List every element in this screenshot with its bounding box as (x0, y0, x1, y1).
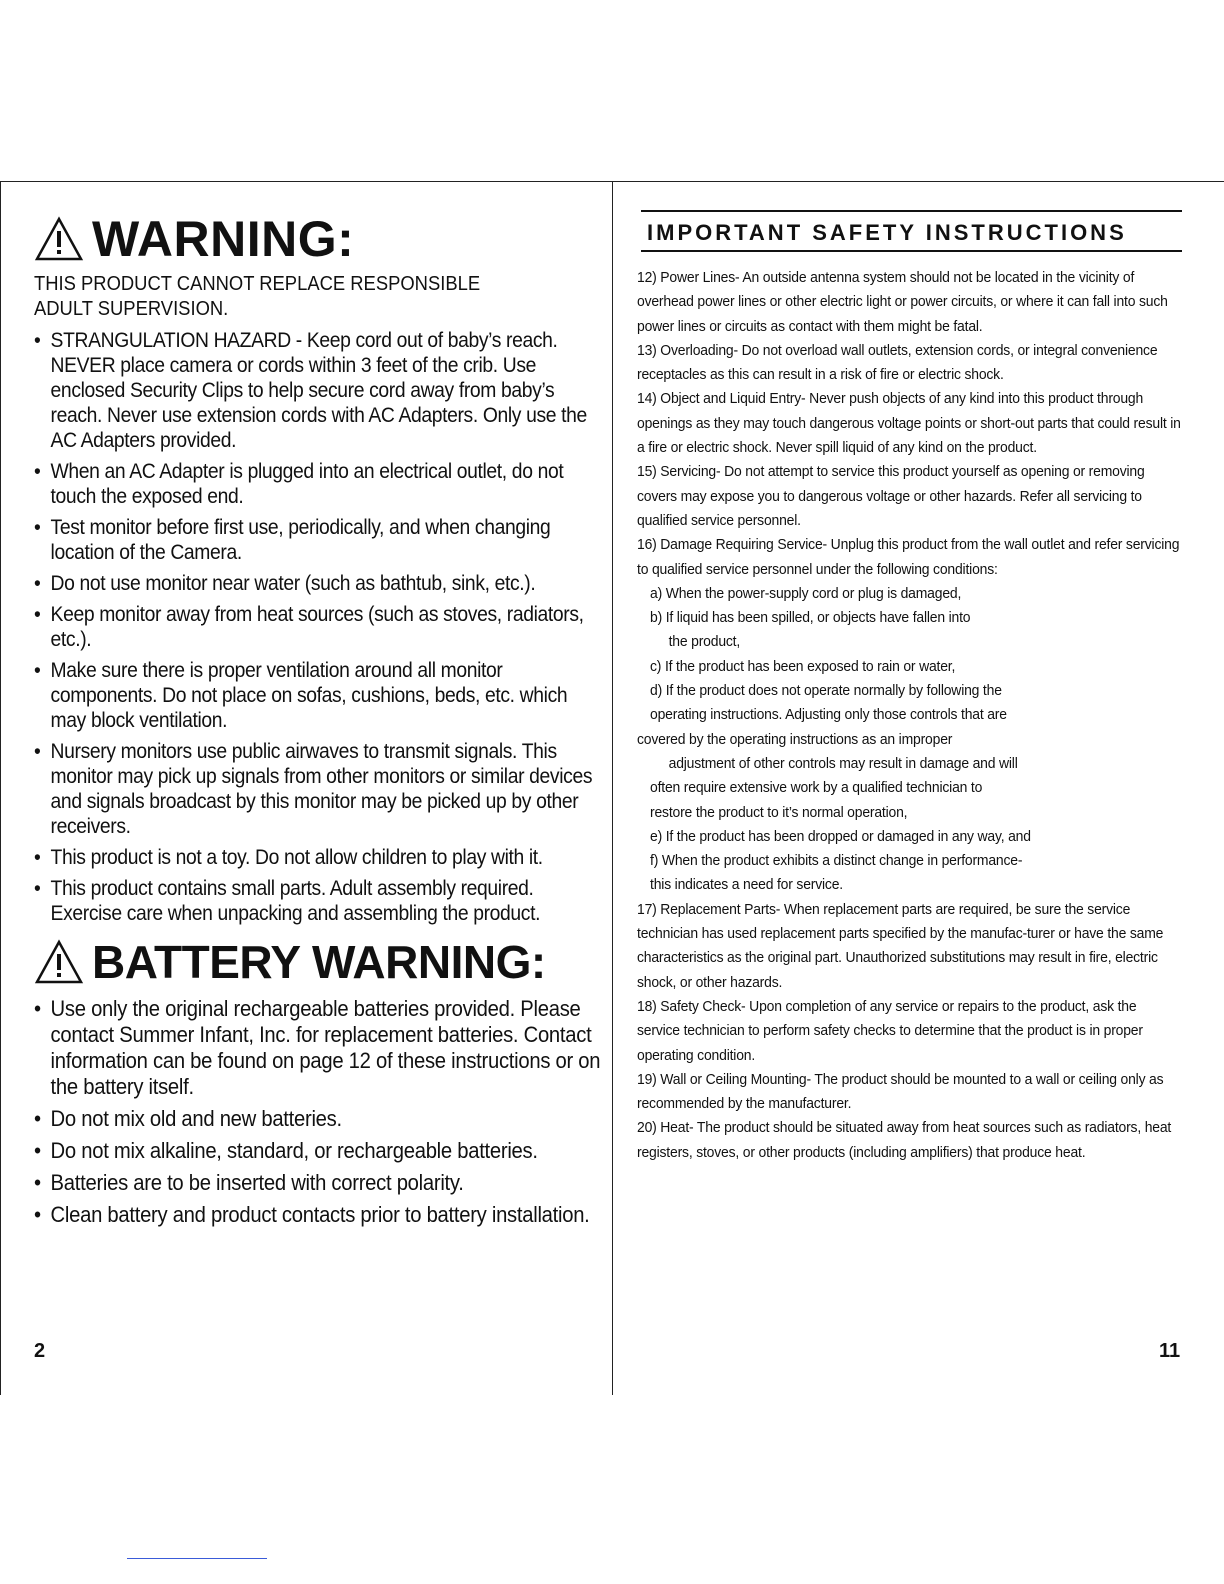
instruction-subitem: operating instructions. Adjusting only those controls that are (650, 706, 1007, 724)
supervision-line-2: ADULT SUPERVISION. (34, 298, 229, 320)
instruction-subitem: covered by the operating instructions as an improper (637, 730, 953, 748)
instruction-item: 12) Power Lines- An outside antenna system should not be located in the vicinity of overhead power lines or other electric light or power circuits, or where it can fall into such power lines or circuits as contact with them might be fatal. (637, 269, 1168, 335)
warning-item: • Keep monitor away from heat sources (such as stoves, radiators, etc.). (34, 602, 603, 652)
warning-item: • Nursery monitors use public airwaves to transmit signals. This monitor may pick up signals from other monitors or similar devices and signals broadcast by this monitor may be picked up by other receivers. (34, 739, 603, 839)
warning-item: • When an AC Adapter is plugged into an electrical outlet, do not touch the exposed end. (34, 459, 603, 509)
instruction-subitem: c) If the product has been exposed to rain or water, (650, 657, 956, 675)
page-number-left: 2 (34, 1340, 46, 1362)
instruction-item: 19) Wall or Ceiling Mounting- The product should be mounted to a wall or ceiling only as recommended by the manufacturer. (637, 1070, 1164, 1113)
warning-heading (34, 210, 594, 268)
safety-instructions-list (637, 266, 1182, 1165)
instruction-subitem: f) When the product exhibits a distinct change in performance- (650, 852, 1023, 870)
battery-warning-list (34, 996, 601, 1228)
page-number-right: 11 (1159, 1340, 1181, 1362)
warning-item: • Do not use monitor near water (such as bathtub, sink, etc.). (34, 571, 603, 596)
safety-instructions-title: IMPORTANT SAFETY INSTRUCTIONS (647, 220, 1127, 245)
warning-item: • Test monitor before first use, periodically, and when changing location of the Camera. (34, 515, 603, 565)
battery-warning-title: BATTERY WARNING: (92, 936, 546, 988)
safety-instructions-header (641, 210, 1182, 252)
instruction-item: 14) Object and Liquid Entry- Never push objects of any kind into this product through openings as they may touch dangerous voltage points or short-out parts that could result in a fire or electric shock. Never spill liquid of any kind on the product. (637, 390, 1181, 457)
instruction-item: 15) Servicing- Do not attempt to service this product yourself as opening or removing covers may expose you to dangerous voltage or other hazards. Refer all servicing to qualified service personnel. (637, 463, 1145, 529)
instruction-subitem: the product, (668, 633, 741, 651)
warning-item: • Make sure there is proper ventilation around all monitor components. Do not place on sofas, cushions, beds, etc. which may block ventilation. (34, 658, 603, 733)
battery-warning-item: • Do not mix old and new batteries. (34, 1106, 603, 1132)
battery-warning-item: • Use only the original rechargeable batteries provided. Please contact Summer Infant, Inc. for replacement batteries. Contact information can be found on page 12 of these instructions or on the battery itself. (34, 996, 603, 1100)
instruction-subitem: restore the product to it’s normal operation, (650, 803, 908, 821)
battery-warning-heading (34, 934, 594, 990)
battery-warning-item: • Clean battery and product contacts prior to battery installation. (34, 1202, 603, 1228)
instruction-item: 17) Replacement Parts- When replacement parts are required, be sure the service technician has used replacement parts specified by the manufac-turer or have the same characteristics as the original part. Unauthorized substitutions may result in fire, electric shock, or other hazards. (637, 900, 1164, 991)
instruction-subitem: adjustment of other controls may result in damage and will (668, 754, 1018, 772)
right-page (637, 210, 1182, 1165)
battery-warning-item: • Do not mix alkaline, standard, or rechargeable batteries. (34, 1138, 603, 1164)
instruction-item: 13) Overloading- Do not overload wall outlets, extension cords, or integral convenience receptacles as this can result in a risk of fire or electric shock. (637, 341, 1158, 384)
instruction-subitem: often require extensive work by a qualified technician to (650, 779, 983, 797)
page-divider (612, 181, 613, 1395)
instruction-subitem: b) If liquid has been spilled, or objects have fallen into (650, 609, 971, 627)
warning-triangle-icon (34, 216, 84, 262)
warning-title: WARNING: (92, 211, 355, 267)
instruction-item: 20) Heat- The product should be situated away from heat sources such as radiators, heat registers, stoves, or other products (including amplifiers) that produce heat. (637, 1119, 1172, 1161)
link-underline (127, 1558, 267, 1559)
warning-item: • This product contains small parts. Adult assembly required. Exercise care when unpacking and assembling the product. (34, 876, 603, 926)
left-page-edge (0, 181, 1, 1395)
warning-item: • STRANGULATION HAZARD - Keep cord out of baby’s reach. NEVER place camera or cords within 3 feet of the crib. Use enclosed Security Clips to help secure cord away from baby’s reach. Never use extension cords with AC Adapters. Only use the AC Adapters provided. (34, 328, 603, 453)
instruction-item: 18) Safety Check- Upon completion of any service or repairs to the product, ask the service technician to perform safety checks to determine that the product is in proper operating condition. (637, 997, 1143, 1064)
instruction-subitem: e) If the product has been dropped or damaged in any way, and (650, 827, 1031, 845)
instruction-subitem: a) When the power-supply cord or plug is damaged, (650, 584, 962, 602)
battery-warning-item: • Batteries are to be inserted with correct polarity. (34, 1170, 603, 1196)
left-page (34, 210, 601, 1234)
warning-triangle-icon (34, 939, 84, 985)
instruction-item: 16) Damage Requiring Service- Unplug this product from the wall outlet and refer servicing to qualified service personnel under the following conditions: (637, 536, 1180, 578)
instruction-subitem: this indicates a need for service. (650, 876, 843, 894)
instruction-subitem: d) If the product does not operate normally by following the (650, 682, 1002, 700)
supervision-line-1: THIS PRODUCT CANNOT REPLACE RESPONSIBLE (34, 273, 481, 295)
warning-list (34, 328, 594, 926)
warning-item: • This product is not a toy. Do not allow children to play with it. (34, 845, 603, 870)
